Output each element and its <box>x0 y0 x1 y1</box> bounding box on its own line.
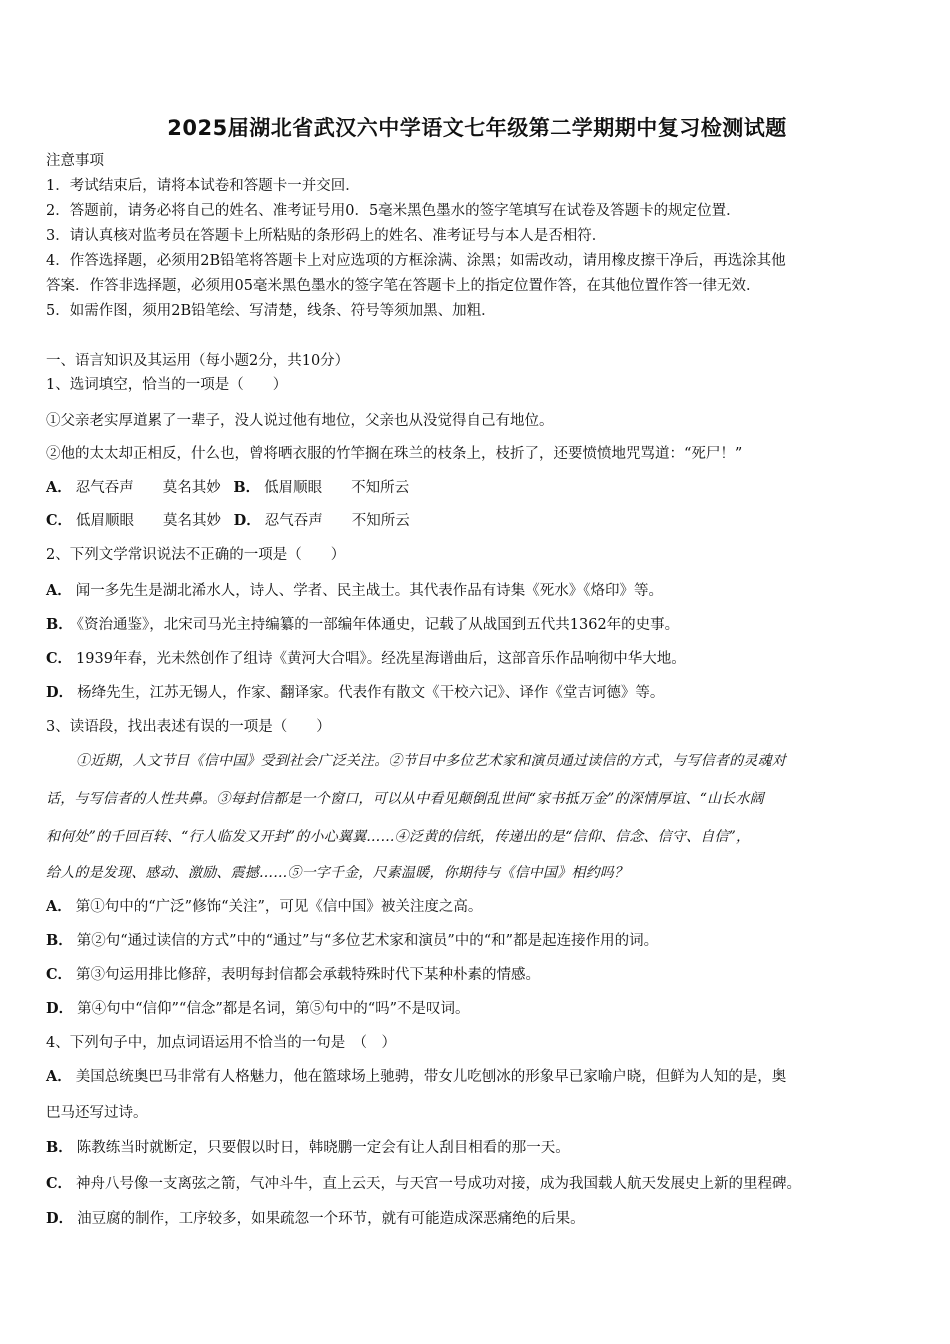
option-label-a: A． <box>46 898 72 915</box>
question-2-option-b <box>46 616 679 634</box>
option-label-c: C． <box>46 966 73 983</box>
question-1-options-row-1 <box>46 479 409 497</box>
option-label-b: B． <box>233 479 261 496</box>
section-heading: 一、语言知识及其运用（每小题2分，共10分） <box>46 353 350 369</box>
option-label-c: C． <box>46 512 73 529</box>
question-3-passage-line: ①近期，人文节目《信中国》受到社会广泛关注。②节目中多位艺术家和演员通过读信的方式，与写信者的灵魂对 <box>76 753 786 769</box>
option-label-b: B． <box>46 1139 73 1156</box>
option-b-text: 低眉顺眼 不知所云 <box>264 480 410 496</box>
question-1-options-row-2 <box>46 512 410 530</box>
question-3-stem: 3、读语段，找出表述有误的一项是（ ） <box>46 719 331 735</box>
option-label-d: D． <box>46 1000 74 1017</box>
option-d-text: 杨绛先生，江苏无锡人，作家、翻译家。代表作有散文《干校六记》、译作《堂吉诃德》等。 <box>77 685 665 701</box>
option-a-text: 美国总统奥巴马非常有人格魅力，他在篮球场上驰骋，带女儿吃刨冰的形象早已家喻户晓，但鲜为人知的是，奥 <box>75 1069 787 1085</box>
question-2-option-c <box>46 650 686 668</box>
question-2-stem: 2、下列文学常识说法不正确的一项是（ ） <box>46 547 346 563</box>
option-label-b: B． <box>46 616 73 633</box>
notice-item: 5．如需作图，须用2B铅笔绘、写清楚，线条、符号等须加黑、加粗． <box>46 303 496 319</box>
option-c-text: 第③句运用排比修辞，表明每封信都会承载特殊时代下某种朴素的情感。 <box>76 967 541 983</box>
question-3-passage-line: 和何处”的千回百转、“行人临发又开封”的小心翼翼……④泛黄的信纸，传递出的是“信仰、信念、信守、自信”， <box>46 829 751 845</box>
option-label-c: C． <box>46 1175 73 1192</box>
question-2-option-a <box>46 582 663 600</box>
option-label-c: C． <box>46 650 73 667</box>
notice-item: 答案．作答非选择题，必须用05毫米黑色墨水的签字笔在答题卡上的指定位置作答，在其他位置作答一律无效． <box>46 278 761 294</box>
option-d-text: 第④句中“信仰”“信念”都是名词，第⑤句中的“吗”不是叹词。 <box>77 1001 470 1017</box>
notice-item: 3．请认真核对监考员在答题卡上所粘贴的条形码上的姓名、准考证号与本人是否相符． <box>46 228 607 244</box>
option-label-d: D． <box>233 512 261 529</box>
option-a-text: 闻一多先生是湖北浠水人，诗人、学者、民主战士。其代表作品有诗集《死水》《烙印》等。 <box>75 583 664 599</box>
notice-item: 2．答题前，请务必将自己的姓名、准考证号用0．5毫米黑色墨水的签字笔填写在试卷及答题卡的规定位置． <box>46 203 741 219</box>
question-4-stem: 4、下列句子中，加点词语运用不恰当的一句是 （ ） <box>46 1035 396 1051</box>
option-c-text: 1939年春，光未然创作了组诗《黄河大合唱》。经冼星海谱曲后，这部音乐作品响彻中华大地。 <box>76 651 686 667</box>
question-3-option-c <box>46 966 540 984</box>
question-2-option-d <box>46 684 664 702</box>
question-3-option-a <box>46 898 482 916</box>
option-c-text: 低眉顺眼 莫名其妙 <box>76 513 222 529</box>
option-label-b: B． <box>46 932 73 949</box>
option-label-d: D． <box>46 684 74 701</box>
notice-item: 4．作答选择题，必须用2B铅笔将答题卡上对应选项的方框涂满、涂黑；如需改动，请用橡皮擦干净后，再选涂其他 <box>46 253 786 269</box>
question-3-option-b <box>46 932 658 950</box>
option-label-d: D． <box>46 1210 74 1227</box>
notice-item: 1．考试结束后，请将本试卷和答题卡一并交回． <box>46 178 360 194</box>
question-3-passage-line: 话，与写信者的人性共鼻。③每封信都是一个窗口，可以从中看见颠倒乱世间“家书抵万金”的深情厚谊、“山长水阔 <box>46 791 764 807</box>
question-1-sentence-1: ①父亲老实厚道累了一辈子，没人说过他有地位，父亲也从没觉得自己有地位。 <box>46 413 554 429</box>
question-4-option-a-continued: 巴马还写过诗。 <box>46 1105 148 1121</box>
question-1-sentence-2: ②他的太太却正相反，什么也，曾将晒衣服的竹竿搁在珠兰的枝条上，枝折了，还要愤愤地咒骂道：“死尸！” <box>46 446 743 462</box>
notice-heading: 注意事项 <box>46 153 104 169</box>
option-a-text: 第①句中的“广泛”修饰“关注”，可见《信中国》被关注度之高。 <box>75 899 483 915</box>
question-1-stem: 1、选词填空，恰当的一项是（ ） <box>46 377 288 393</box>
option-label-a: A． <box>46 479 72 496</box>
option-b-text: 陈教练当时就断定，只要假以时日，韩晓鹏一定会有让人刮目相看的那一天。 <box>76 1140 570 1156</box>
option-c-text: 神舟八号像一支离弦之箭，气冲斗牛，直上云天，与天宫一号成功对接，成为我国载人航天发展史上新的里程碑。 <box>76 1176 802 1192</box>
question-4-option-d <box>46 1210 585 1228</box>
option-label-a: A． <box>46 1068 72 1085</box>
question-4-option-b <box>46 1139 570 1157</box>
question-3-option-d <box>46 1000 470 1018</box>
option-d-text: 忍气吞声 不知所云 <box>264 513 410 529</box>
question-4-option-a <box>46 1068 786 1086</box>
option-d-text: 油豆腐的制作，工序较多，如果疏忽一个环节，就有可能造成深恶痛绝的后果。 <box>77 1211 585 1227</box>
question-4-option-c <box>46 1175 801 1193</box>
option-b-text: 第②句“通过读信的方式”中的“通过”与“多位艺术家和演员”中的“和”都是起连接作用的词。 <box>76 933 659 949</box>
option-a-text: 忍气吞声 莫名其妙 <box>75 480 221 496</box>
option-label-a: A． <box>46 582 72 599</box>
question-3-passage-line: 给人的是发现、感动、激励、震撼……⑤一字千金，尺素温暖，你期待与《信中国》相约吗？ <box>46 865 629 881</box>
option-b-text: 《资治通鉴》，北宋司马光主持编纂的一部编年体通史，记载了从战国到五代共1362年的史事。 <box>76 617 680 633</box>
page-title: 2025届湖北省武汉六中学语文七年级第二学期期中复习检测试题 <box>167 116 787 140</box>
